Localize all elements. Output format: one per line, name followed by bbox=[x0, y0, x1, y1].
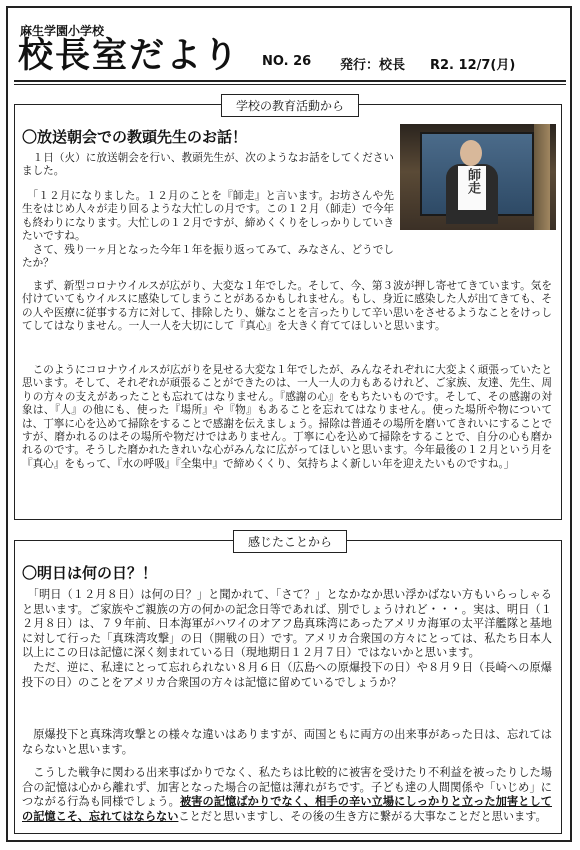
section-reflection-p1: 「明日（１２月８日）は何の日？」と聞かれて、「さて？」となかなか思い浮かばない方もいらっしゃると思います。ご家族やご親族の方の何かの記念日等であれば、別でしょうけれど・・・。実は、明日（１２月８日）は、７９年前、日本海軍がハワイのオアフ島真珠湾にあったアメリカ海軍の太平洋艦隊と基地に対して行った「真珠湾攻撃」の日（開戦の日）です。アメリカ合衆国の方々にとっては、私たち日本人以上にこの日は記憶に深く刻まれている日（現地期日１２月７日）ではないかと思います。 ただ、逆に、私達にとって忘れられない８月６日（広島への原爆投下の日）や８月９日（長崎への原爆投下の日）のことをアメリカ合衆国の方々は記憶に留めているでしょうか？ bbox=[22, 588, 552, 689]
section-education-heading: 〇放送朝会での教頭先生のお話！ bbox=[22, 128, 248, 146]
section-reflection-p3-emphasis: 被害の記憶ばかりでなく、相手の辛い立場にしっかりと立った加害としての記憶こそ、忘れてはならない bbox=[22, 795, 552, 823]
section-education-quote-2: まず、新型コロナウイルスが広がり、大変な１年でした。そして、今、第３波が押し寄せてきています。気を付けていてもウイルスに感染してしまうことがあるかもしれません。もし、身近に感染した人が出てきても、その人や医療に従事する方に対して、排除したり、嫌なことを言ったりして辛い思いをさせるようなことをけっしてしてはなりません。一人一人を大切にして『真心』を大きく育ててほしいと思います。 bbox=[22, 280, 552, 333]
section-education-intro: １日（火）に放送朝会を行い、教頭先生が、次のようなお話をしてくださいました。 bbox=[22, 152, 394, 178]
section-reflection-heading: 〇明日は何の日？！ bbox=[22, 564, 158, 582]
section-education-quote-3: このようにコロナウイルスが広がりを見せる大変な１年でしたが、みんなそれぞれに大変よく頑張っていたと思います。そして、それぞれが頑張ることができたのは、一人一人の力もあるけれど、ご家族、友達、先生、周りの方々の支えがあったことも忘れてはなりません。『感謝の心』をもちたいものです。そして、その感謝の対象は、『人』の他にも、使った『場所』や『物』もあることを忘れてはなりません。使った場所や物については、丁寧に心を込めて掃除をすることで感謝を伝えましょう。掃除は普通その場所を磨いてきれいにすることですが、磨かれるのはその場所や物だけではありません。丁寧に心を込めて掃除をすることで、自分の心も磨かれるのです。そうした磨かれたきれいな心がみんなに広がってほしいと思います。今年最後の１２月という月を『真心』をもって、『水の呼吸』『全集中』で締めくくり、気持ちよく新しい年を迎えたいものですね。」 bbox=[22, 364, 552, 470]
section-reflection-p3-b: ことだと思いますし、その後の生き方に繋がる大事なことだと思います。 bbox=[178, 809, 547, 823]
shiwasu-sign: 師走 bbox=[458, 166, 486, 210]
section-reflection-label: 感じたことから bbox=[233, 530, 347, 553]
newsletter-title: 校長室だより bbox=[18, 35, 241, 76]
issue-number: NO. 26 bbox=[262, 54, 312, 69]
section-education-label: 学校の教育活動から bbox=[221, 94, 359, 117]
issue-date: R2. 12/7(月) bbox=[430, 58, 516, 73]
lamp bbox=[534, 124, 550, 230]
section-reflection-p3 bbox=[22, 766, 552, 824]
section-reflection-p2: 原爆投下と真珠湾攻撃との様々な違いはありますが、両国ともに両方の出来事があった日は、忘れてはならないと思います。 bbox=[22, 728, 552, 756]
header-rule bbox=[14, 80, 566, 82]
header-rule-thin bbox=[14, 84, 566, 85]
publisher: 発行：校長 bbox=[340, 58, 406, 73]
section-education-quote-1: 「１２月になりました。１２月のことを『師走』と言います。お坊さんや先生をはじめ人々が走り回るような大忙しの月です。この１２月（師走）で今年も終わりになります。大忙しの１２月ですが、締めくくりをしっかりしていきたいですね。 さて、残り一ヶ月となった今年１年を振り返ってみて、みなさん、どうでしたか？ bbox=[22, 190, 394, 270]
school-name: 麻生学園小学校 bbox=[20, 24, 105, 38]
vice-principal-photo bbox=[400, 124, 556, 230]
person-head bbox=[460, 140, 482, 166]
section-reflection-p3-a: こうした戦争に関わる出来事ばかりでなく、私たちは比較的に被害を受けたり不利益を被ったりした場合の記憶は心から離れず、加害となった場合の記憶は薄れがちです。子ども達の人間関係や「いじめ」につながる行為も同様でしょう。 bbox=[22, 766, 552, 809]
